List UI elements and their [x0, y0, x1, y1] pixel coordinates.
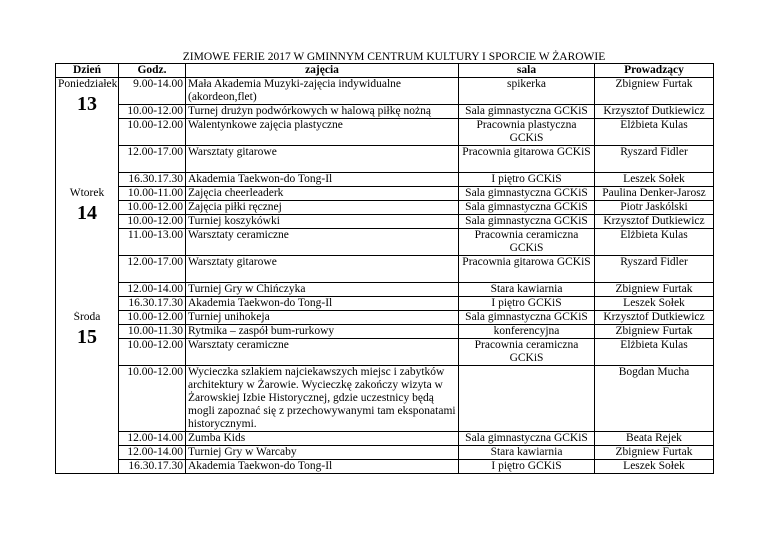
- leader-cell: Elżbieta Kulas: [595, 339, 714, 366]
- leader-cell: Ryszard Fidler: [595, 256, 714, 283]
- header-activity: zajęcia: [186, 64, 459, 78]
- table-row: [56, 119, 714, 146]
- time-cell: 12.00-17.00: [119, 256, 186, 283]
- table-row: [56, 366, 714, 432]
- time-cell: 16.30.17.30: [119, 460, 186, 474]
- table-row: [56, 256, 714, 283]
- leader-cell: Zbigniew Furtak: [595, 325, 714, 339]
- time-cell: 10.00-12.00: [119, 339, 186, 366]
- table-row: [56, 187, 714, 201]
- activity-cell: Turniej Gry w Chińczyka: [186, 283, 459, 297]
- room-cell: Sala gimnastyczna GCKiS: [459, 201, 595, 215]
- activity-cell: Turniej unihokeja: [186, 311, 459, 325]
- leader-cell: Paulina Denker-Jarosz: [595, 187, 714, 201]
- room-cell: Pracownia ceramiczna GCKiS: [459, 339, 595, 366]
- room-cell: Sala gimnastyczna GCKiS: [459, 187, 595, 201]
- room-cell: [459, 366, 595, 432]
- room-cell: konferencyjna: [459, 325, 595, 339]
- leader-cell: Beata Rejek: [595, 432, 714, 446]
- header-leader: Prowadzący: [595, 64, 714, 78]
- room-cell: Pracownia plastyczna GCKiS: [459, 119, 595, 146]
- room-cell: Stara kawiarnia: [459, 283, 595, 297]
- header-time: Godz.: [119, 64, 186, 78]
- room-cell: I piętro GCKiS: [459, 297, 595, 311]
- time-cell: 10.00-12.00: [119, 215, 186, 229]
- leader-cell: Elżbieta Kulas: [595, 119, 714, 146]
- room-cell: Sala gimnastyczna GCKiS: [459, 311, 595, 325]
- activity-cell: Warsztaty gitarowe: [186, 146, 459, 173]
- leader-cell: Ryszard Fidler: [595, 146, 714, 173]
- table-row: [56, 173, 714, 187]
- leader-cell: Krzysztof Dutkiewicz: [595, 215, 714, 229]
- table-row: [56, 78, 714, 105]
- activity-cell: Turniej koszykówki: [186, 215, 459, 229]
- leader-cell: Elżbieta Kulas: [595, 229, 714, 256]
- leader-cell: Piotr Jaskólski: [595, 201, 714, 215]
- table-row: [56, 229, 714, 256]
- time-cell: 12.00-17.00: [119, 146, 186, 173]
- table-row: [56, 460, 714, 474]
- time-cell: 9.00-14.00: [119, 78, 186, 105]
- activity-cell: Akademia Taekwon-do Tong-Il: [186, 297, 459, 311]
- activity-cell: Zumba Kids: [186, 432, 459, 446]
- leader-cell: Zbigniew Furtak: [595, 78, 714, 105]
- time-cell: 10.00-11.00: [119, 187, 186, 201]
- time-cell: 10.00-12.00: [119, 105, 186, 119]
- table-row: [56, 215, 714, 229]
- table-row: [56, 297, 714, 311]
- day-name: Środa: [73, 310, 101, 323]
- room-cell: Stara kawiarnia: [459, 446, 595, 460]
- room-cell: spikerka: [459, 78, 595, 105]
- leader-cell: Zbigniew Furtak: [595, 283, 714, 297]
- day-number: 13: [77, 93, 97, 115]
- table-row: [56, 201, 714, 215]
- time-cell: 10.00-12.00: [119, 201, 186, 215]
- activity-cell: Akademia Taekwon-do Tong-Il: [186, 173, 459, 187]
- table-row: [56, 311, 714, 325]
- room-cell: I piętro GCKiS: [459, 460, 595, 474]
- schedule-table: [55, 63, 714, 474]
- time-cell: 12.00-14.00: [119, 283, 186, 297]
- room-cell: Sala gimnastyczna GCKiS: [459, 105, 595, 119]
- room-cell: I piętro GCKiS: [459, 173, 595, 187]
- page-title: ZIMOWE FERIE 2017 W GMINNYM CENTRUM KULTURY I SPORCIE W ŻAROWIE: [182, 51, 606, 63]
- day-cell-monday: [56, 78, 119, 187]
- activity-cell: Akademia Taekwon-do Tong-Il: [186, 460, 459, 474]
- room-cell: Sala gimnastyczna GCKiS: [459, 215, 595, 229]
- room-cell: Pracownia ceramiczna GCKiS: [459, 229, 595, 256]
- leader-cell: Krzysztof Dutkiewicz: [595, 311, 714, 325]
- leader-cell: Krzysztof Dutkiewicz: [595, 105, 714, 119]
- activity-cell: Warsztaty ceramiczne: [186, 229, 459, 256]
- time-cell: 12.00-14.00: [119, 446, 186, 460]
- activity-cell: Warsztaty ceramiczne: [186, 339, 459, 366]
- room-cell: Pracownia gitarowa GCKiS: [459, 146, 595, 173]
- table-row: [56, 105, 714, 119]
- leader-cell: Leszek Sołek: [595, 460, 714, 474]
- table-row: [56, 339, 714, 366]
- activity-cell: Warsztaty gitarowe: [186, 256, 459, 283]
- day-number: 15: [77, 325, 97, 348]
- time-cell: 11.00-13.00: [119, 229, 186, 256]
- activity-cell: Turnej drużyn podwórkowych w halową piłkę nożną: [186, 105, 459, 119]
- time-cell: 12.00-14.00: [119, 432, 186, 446]
- activity-cell: Turniej Gry w Warcaby: [186, 446, 459, 460]
- table-row: [56, 325, 714, 339]
- table-row: [56, 446, 714, 460]
- time-cell: 10.00-12.00: [119, 311, 186, 325]
- table-row: [56, 432, 714, 446]
- time-cell: 16.30.17.30: [119, 297, 186, 311]
- table-row: [56, 283, 714, 297]
- leader-cell: Leszek Sołek: [595, 297, 714, 311]
- leader-cell: Bogdan Mucha: [595, 366, 714, 432]
- room-cell: Pracownia gitarowa GCKiS: [459, 256, 595, 283]
- time-cell: 10.00-11.30: [119, 325, 186, 339]
- day-name: Wtorek: [69, 186, 105, 199]
- day-cell-wednesday: [56, 311, 119, 474]
- activity-cell: Mała Akademia Muzyki-zajęcia indywidualne (akordeon,flet): [186, 78, 459, 105]
- table-row: [56, 146, 714, 173]
- activity-cell: Walentynkowe zajęcia plastyczne: [186, 119, 459, 146]
- activity-cell: Zajęcia piłki ręcznej: [186, 201, 459, 215]
- time-cell: 16.30.17.30: [119, 173, 186, 187]
- leader-cell: Zbigniew Furtak: [595, 446, 714, 460]
- leader-cell: Leszek Sołek: [595, 173, 714, 187]
- activity-cell: Wycieczka szlakiem najciekawszych miejsc i zabytków architektury w Żarowie. Wycieczkę zakończy wizyta w Żarowskiej Izbie Historycznej, gdzie uczestnicy będą mogli zapoznać się z przechowywanymi tam eksponatami historycznymi.: [186, 366, 459, 432]
- time-cell: 10.00-12.00: [119, 366, 186, 432]
- header-row: [56, 64, 714, 78]
- day-cell-tuesday: [56, 187, 119, 311]
- day-number: 14: [77, 201, 97, 224]
- activity-cell: Rytmika – zaspół bum-rurkowy: [186, 325, 459, 339]
- header-room: sala: [459, 64, 595, 78]
- day-name: Poniedziałek: [58, 78, 118, 90]
- activity-cell: Zajęcia cheerleaderk: [186, 187, 459, 201]
- time-cell: 10.00-12.00: [119, 119, 186, 146]
- room-cell: Sala gimnastyczna GCKiS: [459, 432, 595, 446]
- header-day: Dzień: [56, 64, 119, 78]
